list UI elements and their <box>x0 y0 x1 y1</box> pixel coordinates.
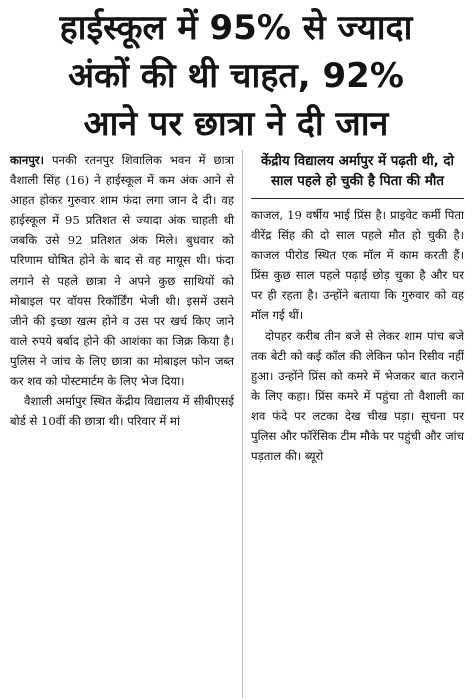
dateline: कानपुर। <box>10 153 45 167</box>
headline-line-2: अंकों की थी चाहत, 92% <box>68 56 404 96</box>
left-column <box>10 150 242 698</box>
sub-headline: केंद्रीय विद्यालय अर्मापुर में पढ़ती थी, दो साल पहले हो चुकी है पिता की मौत <box>251 150 464 199</box>
right-column-text <box>251 205 464 466</box>
headline-line-1: हाईस्कूल में 95% से ज्यादा <box>59 8 413 48</box>
headline <box>10 4 462 148</box>
headline-line-3: आने पर छात्रा ने दी जान <box>83 104 389 144</box>
right-column <box>242 150 464 698</box>
right-paragraph-2: दोपहर करीब तीन बजे से लेकर शाम पांच बजे तक बेटी को कई कॉल की लेकिन फोन रिसीव नहीं हुआ। उन्होंने प्रिंस को कमरे में भेजकर बात कराने के लिए कहा। प्रिंस कमरे में पहुंचा तो वैशाली का शव फंदे पर लटका देख चीख पड़ा। सूचना पर पुलिस और फॉरेंसिक टीम मौके पर पहुंची और जांच पड़ताल की। ब्यूरो <box>251 328 464 464</box>
left-paragraph-1: पनकी रतनपुर शिवालिक भवन में छात्रा वैशाली सिंह (16) ने हाईस्कूल में कम अंक आने से आहत होकर गुरुवार शाम फंदा लगा जान दे दी। वह हाईस्कूल में 95 प्रतिशत से ज्यादा अंक चाहती थी जबकि उसे 92 प्रतिशत अंक मिले। बुधवार को परिणाम घोषित होने के बाद से वह मायूस थी। फंदा लगाने से पहले छात्रा ने अपने कुछ साथियों को मोबाइल पर वॉयस रिकॉर्डिंग भेजी थी। इसमें उसने जीने की इच्छा खत्म होने व उस पर खर्च किए जाने वाले रुपये बर्बाद होने की आशंका का जिक्र किया है। पुलिस ने जांच के लिए छात्रा का मोबाइल फोन जब्त कर शव को पोस्टमार्टम के लिए भेज दिया। <box>10 153 234 389</box>
left-paragraph-2: वैशाली अर्मापुर स्थित केंद्रीय विद्यालय में सीबीएसई बोर्ड से 10वीं की छात्रा थी। परिवार में मां <box>10 394 234 429</box>
article-columns <box>10 150 464 698</box>
right-paragraph-1: काजल, 19 वर्षीय भाई प्रिंस है। प्राइवेट कर्मी पिता वीरेंद्र सिंह की दो साल पहले मौत हो चुकी है। काजल पीरोड स्थित एक मॉल में काम करती हैं। प्रिंस कुछ साल पहले पढ़ाई छोड़ चुका है और घर पर ही रहता है। उन्होंने बताया कि गुरुवार को वह मॉल गई थीं। <box>251 208 464 323</box>
left-column-text <box>10 150 234 431</box>
